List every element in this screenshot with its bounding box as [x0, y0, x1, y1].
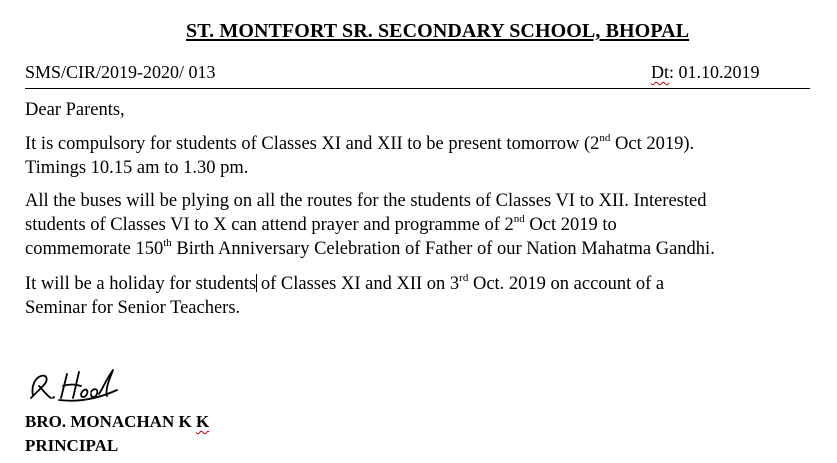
date-value: : 01.10.2019 [669, 62, 760, 82]
paragraph-line: students of Classes VI to X can attend prayer and programme of 2nd Oct 2019 to [25, 212, 617, 235]
paragraph-line: It is compulsory for students of Classes XI and XII to be present tomorrow (2nd Oct 2019). [25, 131, 695, 154]
principal-name: BRO. MONACHAN K K [25, 412, 210, 431]
paragraph-line: Timings 10.15 am to 1.30 pm. [25, 158, 249, 178]
paragraph-buses-programme [25, 189, 815, 261]
principal-title: PRINCIPAL [25, 436, 119, 455]
reference-row [25, 62, 810, 89]
school-name-heading: ST. MONTFORT SR. SECONDARY SCHOOL, BHOPAL [186, 20, 690, 42]
date-label: Dt [651, 62, 669, 82]
salutation: Dear Parents, [25, 100, 125, 120]
paragraph-compulsory-attendance [25, 132, 815, 180]
paragraph-line: Seminar for Senior Teachers. [25, 298, 241, 318]
paragraph-line: It will be a holiday for students of Classes XI and XII on 3rd Oct. 2019 on account of a [25, 271, 665, 294]
paragraph-line: commemorate 150th Birth Anniversary Celebration of Father of our Nation Mahatma Gandhi. [25, 236, 715, 259]
principal-signature-image [25, 364, 125, 408]
circular-reference-number: SMS/CIR/2019-2020/ 013 [25, 62, 216, 82]
paragraph-holiday-notice [25, 272, 815, 320]
paragraph-line: All the buses will be plying on all the routes for the students of Classes VI to XII. Interested [25, 191, 707, 211]
circular-date [651, 62, 760, 83]
